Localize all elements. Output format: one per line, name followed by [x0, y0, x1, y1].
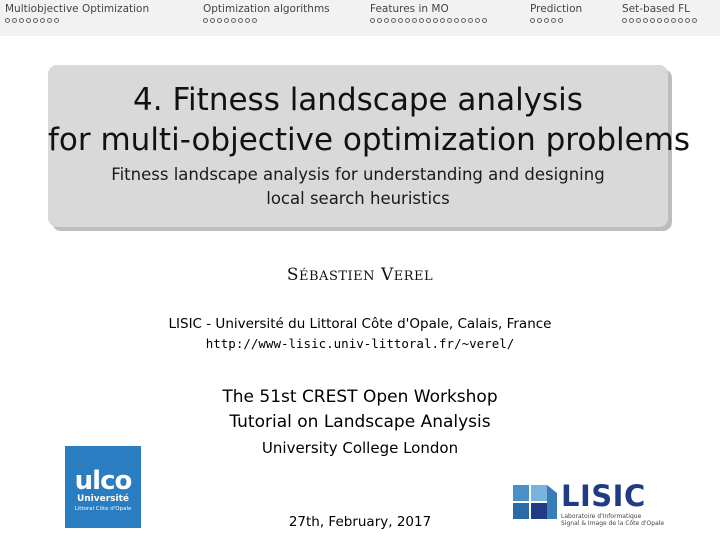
event-name: The 51st CREST Open Workshop — [222, 387, 498, 407]
ulco-logo-subtitle: Littoral Côte d'Opale — [74, 506, 132, 512]
nav-slide-dot[interactable] — [636, 18, 641, 23]
nav-section-features[interactable]: Features in MO — [370, 3, 449, 15]
nav-dots-algorithms[interactable] — [203, 18, 257, 23]
nav-slide-dot[interactable] — [210, 18, 215, 23]
nav-slide-dot[interactable] — [370, 18, 375, 23]
nav-slide-dot[interactable] — [224, 18, 229, 23]
nav-slide-dot[interactable] — [433, 18, 438, 23]
nav-slide-dot[interactable] — [530, 18, 535, 23]
venue: University College London — [261, 439, 459, 457]
nav-slide-dot[interactable] — [252, 18, 257, 23]
nav-slide-dot[interactable] — [54, 18, 59, 23]
nav-slide-dot[interactable] — [12, 18, 17, 23]
ulco-logo-mark: ulco — [74, 466, 132, 496]
homepage-link[interactable]: http://www-lisic.univ-littoral.fr/~verel/ — [205, 336, 515, 351]
navigation-bar — [0, 0, 720, 36]
nav-dots-features[interactable] — [370, 18, 487, 23]
nav-slide-dot[interactable] — [398, 18, 403, 23]
nav-slide-dot[interactable] — [461, 18, 466, 23]
author-first-initial: S — [286, 265, 300, 285]
author-last-rest: EREL — [393, 269, 434, 284]
presentation-date: 27th, February, 2017 — [288, 514, 432, 530]
nav-slide-dot[interactable] — [440, 18, 445, 23]
lisic-emblem-icon — [513, 479, 559, 525]
nav-dots-prediction[interactable] — [530, 18, 563, 23]
ulco-logo-name: Université — [76, 494, 130, 504]
nav-slide-dot[interactable] — [664, 18, 669, 23]
title-line-1: 4. Fitness landscape analysis — [133, 82, 583, 118]
nav-slide-dot[interactable] — [685, 18, 690, 23]
nav-section-set-based[interactable]: Set-based FL — [622, 3, 690, 15]
lisic-logo-name: LISIC — [561, 479, 646, 513]
nav-slide-dot[interactable] — [419, 18, 424, 23]
subtitle-line-1: Fitness landscape analysis for understanding and designing — [111, 165, 605, 184]
nav-slide-dot[interactable] — [377, 18, 382, 23]
nav-slide-dot[interactable] — [544, 18, 549, 23]
nav-slide-dot[interactable] — [26, 18, 31, 23]
nav-slide-dot[interactable] — [551, 18, 556, 23]
tutorial-name: Tutorial on Landscape Analysis — [229, 412, 491, 432]
nav-slide-dot[interactable] — [454, 18, 459, 23]
nav-slide-dot[interactable] — [384, 18, 389, 23]
nav-slide-dot[interactable] — [482, 18, 487, 23]
lisic-logo — [513, 479, 665, 529]
nav-slide-dot[interactable] — [426, 18, 431, 23]
nav-slide-dot[interactable] — [678, 18, 683, 23]
author-name — [0, 265, 720, 285]
nav-slide-dot[interactable] — [203, 18, 208, 23]
author-first-rest: ÉBASTIEN — [299, 269, 376, 284]
nav-dots-set-based[interactable] — [622, 18, 697, 23]
nav-section-algorithms[interactable]: Optimization algorithms — [203, 3, 330, 15]
lisic-subtitle-line-2: Signal & Image de la Côte d'Opale — [561, 520, 665, 527]
nav-slide-dot[interactable] — [238, 18, 243, 23]
nav-slide-dot[interactable] — [405, 18, 410, 23]
lisic-logo-subtitle — [561, 513, 664, 527]
nav-slide-dot[interactable] — [537, 18, 542, 23]
nav-slide-dot[interactable] — [245, 18, 250, 23]
nav-slide-dot[interactable] — [19, 18, 24, 23]
nav-slide-dot[interactable] — [558, 18, 563, 23]
nav-section-multiobjective[interactable]: Multiobjective Optimization — [5, 3, 150, 15]
nav-slide-dot[interactable] — [412, 18, 417, 23]
subtitle-line-2: local search heuristics — [266, 189, 450, 208]
nav-slide-dot[interactable] — [33, 18, 38, 23]
nav-slide-dot[interactable] — [47, 18, 52, 23]
lisic-subtitle-line-1: Laboratoire d'Informatique — [561, 513, 642, 520]
nav-slide-dot[interactable] — [650, 18, 655, 23]
nav-slide-dot[interactable] — [447, 18, 452, 23]
nav-slide-dot[interactable] — [5, 18, 10, 23]
nav-slide-dot[interactable] — [475, 18, 480, 23]
nav-slide-dot[interactable] — [231, 18, 236, 23]
nav-slide-dot[interactable] — [643, 18, 648, 23]
nav-slide-dot[interactable] — [692, 18, 697, 23]
nav-slide-dot[interactable] — [40, 18, 45, 23]
author-last-initial: V — [380, 265, 394, 285]
nav-slide-dot[interactable] — [671, 18, 676, 23]
nav-slide-dot[interactable] — [629, 18, 634, 23]
subtitle — [48, 163, 668, 211]
title-box — [48, 65, 691, 227]
nav-section-prediction[interactable]: Prediction — [530, 3, 583, 15]
nav-slide-dot[interactable] — [657, 18, 662, 23]
nav-slide-dot[interactable] — [217, 18, 222, 23]
nav-slide-dot[interactable] — [468, 18, 473, 23]
affiliation: LISIC - Université du Littoral Côte d'Opale, Calais, France — [168, 316, 552, 332]
nav-slide-dot[interactable] — [622, 18, 627, 23]
nav-slide-dot[interactable] — [391, 18, 396, 23]
title-line-2: for multi-objective optimization problems — [48, 122, 691, 158]
nav-dots-multiobjective[interactable] — [5, 18, 59, 23]
